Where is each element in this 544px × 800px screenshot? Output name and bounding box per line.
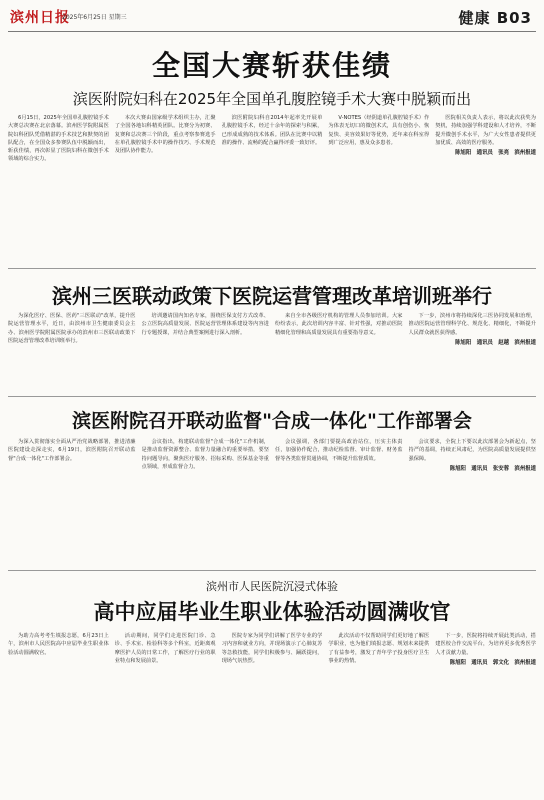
masthead-rule xyxy=(8,31,536,32)
article2-byline: 陈旭阳 通讯员 赵越 滨州报道 xyxy=(455,339,536,346)
article3-col-1 xyxy=(8,438,136,566)
article2-paragraph-3: 来自全市各级医疗机构的管理人员参加培训。大家纷纷表示，此次培训内容丰富、针对性强，对推动医院精细化管理和高质量发展具有重要指导意义。 xyxy=(275,313,403,336)
article2-paragraph-1: 为深化医疗、医保、医药"三医联动"改革，提升医院运营管理水平，近日，由滨州市卫生健康委员会主办、滨州医学院附属医院承办的滨州市三医联动政策下医院运营管理改革培训班举行。 xyxy=(8,313,136,344)
article1-col-3 xyxy=(222,114,323,264)
article1-paragraph-4: V-NOTES（经阴道单孔腹腔镜手术）作为体表无切口的微创术式，具有创伤小、恢复快、美容效果好等优势，近年来在科室得到广泛应用，惠及众多患者。 xyxy=(328,115,430,146)
article3-byline: 陈旭阳 通讯员 张安蓉 滨州报道 xyxy=(449,465,536,472)
article2-col-4 xyxy=(409,312,537,392)
article4-paragraph-2: 活动期间，同学们走进医院门诊、急诊、手术室、检验科等多个科室，近距离观摩医护人员的日常工作，了解医疗行业的职业特点和发展前景。 xyxy=(114,633,216,664)
divider-1 xyxy=(8,268,536,269)
article4-col-1 xyxy=(8,632,109,794)
article1-col-1 xyxy=(8,114,109,264)
article3-col-4 xyxy=(409,438,537,566)
article4-paragraph-3: 医院专家为同学们讲解了医学专业的学习内容和就业方向，并现场演示了心肺复苏等急救技能，同学们积极参与、踊跃提问，现场气氛热烈。 xyxy=(221,633,323,664)
article2-paragraph-4: 下一步，滨州市将持续深化三医协同发展和治理，推动医院运营管理科学化、规范化、精细化，不断提升人民群众就医获得感。 xyxy=(408,313,536,336)
article1-col-5 xyxy=(435,114,536,264)
article3-col-2 xyxy=(142,438,270,566)
article1-paragraph-1: 6月15日，2025年全国单孔腹腔镜手术大赛总决赛在北京落幕。滨州医学院附属医院妇科团队凭借精湛的手术技艺和默契的团队配合，在全国众多参赛队伍中脱颖而出，斩获佳绩，再次彰显了医院妇科在微创手术领域的综合实力。 xyxy=(8,115,109,163)
article1-byline: 陈旭阳 通讯员 张亮 滨州报道 xyxy=(455,150,536,157)
article1-col-2 xyxy=(115,114,216,264)
article4-col-3 xyxy=(222,632,323,794)
article2-paragraph-2: 培训邀请国内知名专家，围绕医保支付方式改革、公立医院高质量发展、医院运营管理体系建设等内容进行专题授课，并结合典型案例进行深入剖析。 xyxy=(141,313,269,336)
article2-col-3 xyxy=(275,312,403,392)
issue-date: 2025年6月25日 星期三 xyxy=(62,14,127,21)
article2-headline: 滨州三医联动政策下医院运营管理改革培训班举行 xyxy=(52,284,492,308)
article2-col-1 xyxy=(8,312,136,392)
article4-col-2 xyxy=(115,632,216,794)
article3-body xyxy=(8,438,536,566)
article3-paragraph-2: 会议指出，构建联动监督"合成一体化"工作机制，是推动监督资源整合、监督力量融合的重要举措，要坚持问题导向，聚焦医疗服务、招标采购、医保基金等重点领域，形成监督合力。 xyxy=(141,439,269,470)
article3-headline: 滨医附院召开联动监督"合成一体化"工作部署会 xyxy=(72,410,472,432)
article3-paragraph-4: 会议要求，全院上下要以此次部署会为新起点，坚持严的基调，持续正风肃纪，为医院高质量发展提供坚强保障。 xyxy=(408,439,536,462)
article4-headline: 高中应届毕业生职业体验活动圆满收官 xyxy=(93,599,451,624)
divider-3 xyxy=(8,570,536,571)
article4-byline: 陈旭阳 通讯员 郭文化 滨州报道 xyxy=(449,659,536,666)
article4-paragraph-1: 为助力高考考生填报志愿，6月23日上午，滨州市人民医院高中应届毕业生职业体验活动圆满收官。 xyxy=(8,633,109,656)
article4-paragraph-4: 此次活动不仅帮助同学们更好地了解医学职业，也为他们填报志愿、规划未来提供了有益参考，激发了青年学子投身医疗卫生事业的热情。 xyxy=(328,633,430,664)
paper-name: 滨州日报 xyxy=(10,10,70,26)
article2-body xyxy=(8,312,536,392)
article1-paragraph-2: 本次大赛由国家级学术组织主办，汇聚了全国各地妇科精英团队。比赛分为初赛、复赛和总决赛三个阶段，重点考察参赛选手在单孔腹腔镜手术中的操作技巧、手术规范及团队协作能力。 xyxy=(114,115,216,155)
masthead xyxy=(0,0,544,34)
article4-kicker: 滨州市人民医院沉浸式体验 xyxy=(206,580,338,593)
article4-paragraph-5: 下一步，医院将持续开展此类活动，搭建医校合作交流平台，为培养更多优秀医学人才贡献力量。 xyxy=(435,633,536,656)
article4-col-4 xyxy=(328,632,429,794)
article1-body xyxy=(8,114,536,264)
article1-subhead: 滨医附院妇科在2025年全国单孔腹腔镜手术大赛中脱颖而出 xyxy=(72,90,472,108)
article3-paragraph-1: 为深入贯彻落实全面从严治党战略部署，推进清廉医院建设走深走实，6月19日，滨医附院召开联动监督"合成一体化"工作部署会。 xyxy=(8,439,136,462)
article3-col-3 xyxy=(275,438,403,566)
article2-col-2 xyxy=(142,312,270,392)
divider-2 xyxy=(8,396,536,397)
article3-paragraph-3: 会议强调，各部门要提高政治站位，压实主体责任，加强协作配合，推动纪检监督、审计监督、财务监督等各类监督贯通协调，不断提升监督质效。 xyxy=(275,439,403,462)
article1-paragraph-5: 医院相关负责人表示，将以此次获奖为契机，持续加强学科建设和人才培养，不断提升微创手术水平，为广大女性患者提供更加优质、高效的医疗服务。 xyxy=(435,115,536,146)
article1-paragraph-3: 滨医附院妇科自2014年起率先开展单孔腹腔镜手术，经过十余年的探索与积累，已形成成熟的技术体系。团队在比赛中以精准的操作、流畅的配合赢得评委一致好评。 xyxy=(221,115,323,146)
section-label: 健康 B03 xyxy=(458,9,532,27)
article4-col-5 xyxy=(435,632,536,794)
article4-body xyxy=(8,632,536,794)
article1-col-4 xyxy=(328,114,429,264)
article1-headline: 全国大赛斩获佳绩 xyxy=(151,49,392,82)
